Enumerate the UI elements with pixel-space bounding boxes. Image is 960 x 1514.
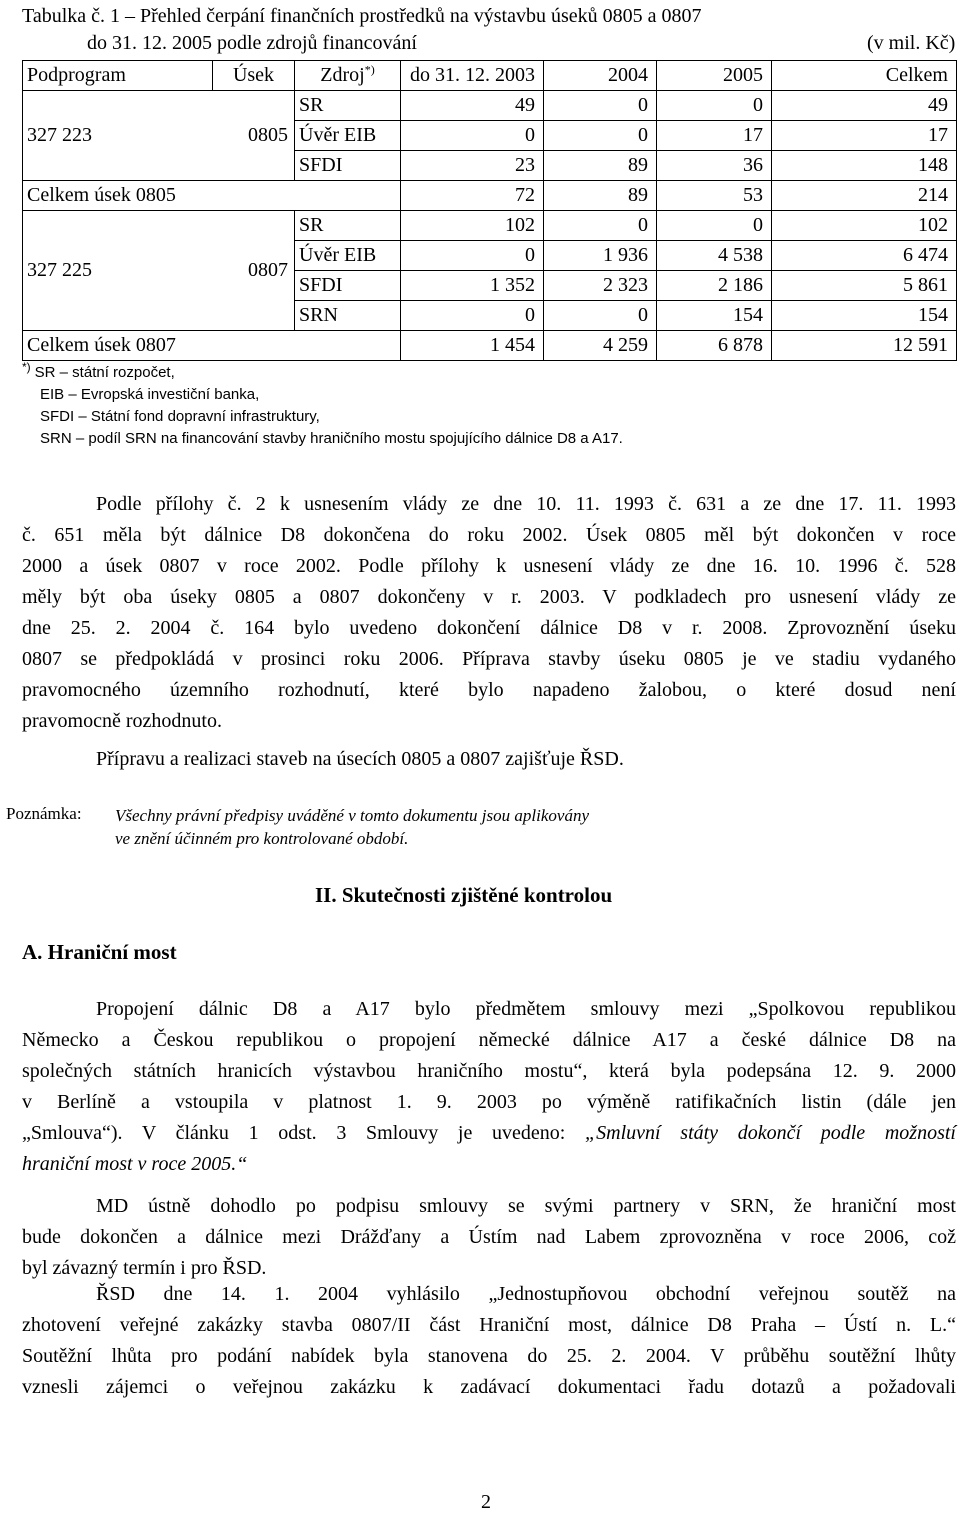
value-cell: 2 323 bbox=[544, 271, 657, 301]
header-podprogram: Podprogram bbox=[23, 61, 213, 91]
section-heading: II. Skutečnosti zjištěné kontrolou bbox=[315, 883, 613, 907]
header-celkem: Celkem bbox=[772, 61, 957, 91]
total-cell: 214 bbox=[772, 181, 957, 211]
total-cell: 148 bbox=[772, 151, 957, 181]
total-cell: 6 474 bbox=[772, 241, 957, 271]
paragraph-line: bude dokončen a dálnice mezi Drážďany a Ústím nad Labem zprovozněna v roce 2006, což bbox=[22, 1226, 956, 1248]
note-line: ve znění účinném pro kontrolované období. bbox=[115, 829, 409, 848]
caption-unit: (v mil. Kč) bbox=[867, 32, 956, 54]
paragraph-line: 0807 se předpokládá v prosinci roku 2006. Příprava stavby úseku 0805 je ve stadiu vydaného bbox=[22, 648, 956, 670]
value-cell: 0 bbox=[544, 121, 657, 151]
value-cell: 4 259 bbox=[544, 331, 657, 361]
total-cell: 49 bbox=[772, 91, 957, 121]
paragraph-line: č. 651 měla být dálnice D8 dokončena do roku 2002. Úsek 0805 měl být dokončen v roce bbox=[22, 524, 956, 546]
paragraph-line: Německo a Českou republikou o propojení německé dálnice A17 a české dálnice D8 na bbox=[22, 1029, 956, 1051]
header-2004: 2004 bbox=[544, 61, 657, 91]
table-total-row bbox=[23, 181, 957, 211]
footnote-line: SRN – podíl SRN na financování stavby hraničního mostu spojujícího dálnice D8 a A17. bbox=[40, 430, 623, 447]
paragraph-line: byl závazný termín i pro ŘSD. bbox=[22, 1257, 267, 1279]
value-cell: 0 bbox=[544, 211, 657, 241]
paragraph-line: 2000 a úsek 0807 v roce 2002. Podle přílohy k usnesení vlády ze dne 16. 10. 1996 č. 528 bbox=[22, 555, 956, 577]
value-cell: 0 bbox=[401, 121, 544, 151]
paragraph-line bbox=[22, 1149, 956, 1180]
paragraph-line: „Smlouva“). V článku 1 odst. 3 Smlouvy je uvedeno: „Smluvní státy dokončí podle možností bbox=[22, 1122, 956, 1144]
value-cell: 0 bbox=[657, 211, 772, 241]
total-cell: 17 bbox=[772, 121, 957, 151]
table-total-row bbox=[23, 331, 957, 361]
header-2003: do 31. 12. 2003 bbox=[401, 61, 544, 91]
value-cell: 0 bbox=[657, 91, 772, 121]
zdroj-cell: Úvěr EIB bbox=[295, 121, 401, 151]
subsection-heading: A. Hraniční most bbox=[22, 940, 177, 964]
quoted-text: „Smluvní státy dokončí podle možností bbox=[585, 1122, 956, 1144]
value-cell: 53 bbox=[657, 181, 772, 211]
value-cell: 1 352 bbox=[401, 271, 544, 301]
paragraph-4 bbox=[22, 1191, 956, 1284]
value-cell: 102 bbox=[401, 211, 544, 241]
zdroj-cell: SR bbox=[295, 91, 401, 121]
value-cell: 4 538 bbox=[657, 241, 772, 271]
paragraph-line: ŘSD dne 14. 1. 2004 vyhlásilo „Jednostupňovou obchodní veřejnou soutěž na bbox=[96, 1283, 956, 1305]
total-label: Celkem úsek 0807 bbox=[23, 331, 401, 361]
value-cell: 2 186 bbox=[657, 271, 772, 301]
paragraph-line: MD ústně dohodlo po podpisu smlouvy se svými partnery v SRN, že hraniční most bbox=[96, 1195, 956, 1217]
zdroj-cell: SFDI bbox=[295, 151, 401, 181]
paragraph-line: měly být oba úseky 0805 a 0807 dokončeny v r. 2003. V podkladech pro usnesení vlády ze bbox=[22, 586, 956, 608]
note-line: Všechny právní předpisy uváděné v tomto dokumentu jsou aplikovány bbox=[115, 806, 589, 825]
footnote-mark: *) bbox=[22, 360, 31, 374]
paragraph-line: dne 25. 2. 2004 č. 164 bylo uvedeno dokončení dálnice D8 v r. 2008. Zprovoznění úseku bbox=[22, 617, 956, 639]
footnote-ref: *) bbox=[364, 62, 375, 77]
paragraph-line: společných státních hranicích výstavbou hraničního mostu“, která byla podepsána 12. 9. 2000 bbox=[22, 1060, 956, 1082]
table-caption bbox=[22, 3, 956, 54]
value-cell: 0 bbox=[544, 91, 657, 121]
table-row bbox=[23, 211, 957, 241]
paragraph-5 bbox=[22, 1279, 956, 1403]
quoted-text: hraniční most v roce 2005.“ bbox=[22, 1153, 248, 1175]
zdroj-cell: SFDI bbox=[295, 271, 401, 301]
paragraph-line: vznesli zájemci o veřejnou zakázku k zadávací dokumentaci řadu dotazů a požadovali bbox=[22, 1376, 956, 1398]
caption-line-2: do 31. 12. 2005 podle zdrojů financování bbox=[87, 32, 417, 54]
footnote-line: EIB – Evropská investiční banka, bbox=[40, 386, 260, 403]
value-cell: 1 936 bbox=[544, 241, 657, 271]
paragraph-line: Propojení dálnic D8 a A17 bylo předmětem smlouvy mezi „Spolkovou republikou bbox=[96, 998, 956, 1020]
value-cell: 49 bbox=[401, 91, 544, 121]
total-cell: 5 861 bbox=[772, 271, 957, 301]
zdroj-cell: Úvěr EIB bbox=[295, 241, 401, 271]
paragraph-line: pravomocně rozhodnuto. bbox=[22, 710, 222, 732]
podprogram-cell: 327 225 bbox=[23, 211, 213, 331]
paragraph-line: pravomocného územního rozhodnutí, které bylo napadeno žalobou, o které dosud není bbox=[22, 679, 956, 701]
caption-line-1: Tabulka č. 1 – Přehled čerpání finančních prostředků na výstavbu úseků 0805 a 0807 bbox=[22, 5, 702, 27]
paragraph-line: v Berlíně a vstoupila v platnost 1. 9. 2003 po výměně ratifikačních listin (dále jen bbox=[22, 1091, 956, 1113]
note-label: Poznámka: bbox=[6, 804, 82, 823]
paragraph-3 bbox=[22, 994, 956, 1180]
value-cell: 17 bbox=[657, 121, 772, 151]
paragraph-1 bbox=[22, 489, 956, 737]
usek-cell: 0807 bbox=[213, 211, 295, 331]
total-cell: 154 bbox=[772, 301, 957, 331]
value-cell: 154 bbox=[657, 301, 772, 331]
value-cell: 6 878 bbox=[657, 331, 772, 361]
note-text bbox=[115, 804, 589, 850]
header-usek: Úsek bbox=[213, 61, 295, 91]
page-number: 2 bbox=[481, 1491, 491, 1513]
header-2005: 2005 bbox=[657, 61, 772, 91]
financing-table bbox=[22, 60, 957, 361]
value-cell: 72 bbox=[401, 181, 544, 211]
header-zdroj: Zdroj*) bbox=[295, 61, 401, 91]
paragraph-line: Podle přílohy č. 2 k usnesením vlády ze dne 10. 11. 1993 č. 631 a ze dne 17. 11. 1993 bbox=[96, 493, 956, 515]
value-cell: 1 454 bbox=[401, 331, 544, 361]
footnote-line: SR – státní rozpočet, bbox=[34, 364, 175, 381]
paragraph-2: Přípravu a realizaci staveb na úsecích 0805 a 0807 zajišťuje ŘSD. bbox=[96, 748, 624, 770]
value-cell: 0 bbox=[401, 301, 544, 331]
paragraph-line: zhotovení veřejné zakázky stavba 0807/II část Hraniční most, dálnice D8 Praha – Ústí n. L.“ bbox=[22, 1314, 956, 1336]
total-label: Celkem úsek 0805 bbox=[23, 181, 401, 211]
value-cell: 0 bbox=[401, 241, 544, 271]
value-cell: 23 bbox=[401, 151, 544, 181]
value-cell: 89 bbox=[544, 151, 657, 181]
table-row bbox=[23, 91, 957, 121]
value-cell: 0 bbox=[544, 301, 657, 331]
footnote-line: SFDI – Státní fond dopravní infrastruktury, bbox=[40, 408, 320, 425]
value-cell: 89 bbox=[544, 181, 657, 211]
value-cell: 36 bbox=[657, 151, 772, 181]
total-cell: 102 bbox=[772, 211, 957, 241]
zdroj-cell: SRN bbox=[295, 301, 401, 331]
total-cell: 12 591 bbox=[772, 331, 957, 361]
usek-cell: 0805 bbox=[213, 91, 295, 181]
table-header-row bbox=[23, 61, 957, 91]
zdroj-cell: SR bbox=[295, 211, 401, 241]
table-footnote bbox=[22, 362, 623, 450]
paragraph-line: Soutěžní lhůta pro podání nabídek byla stanovena do 25. 2. 2004. V průběhu soutěžní lhůty bbox=[22, 1345, 956, 1367]
podprogram-cell: 327 223 bbox=[23, 91, 213, 181]
